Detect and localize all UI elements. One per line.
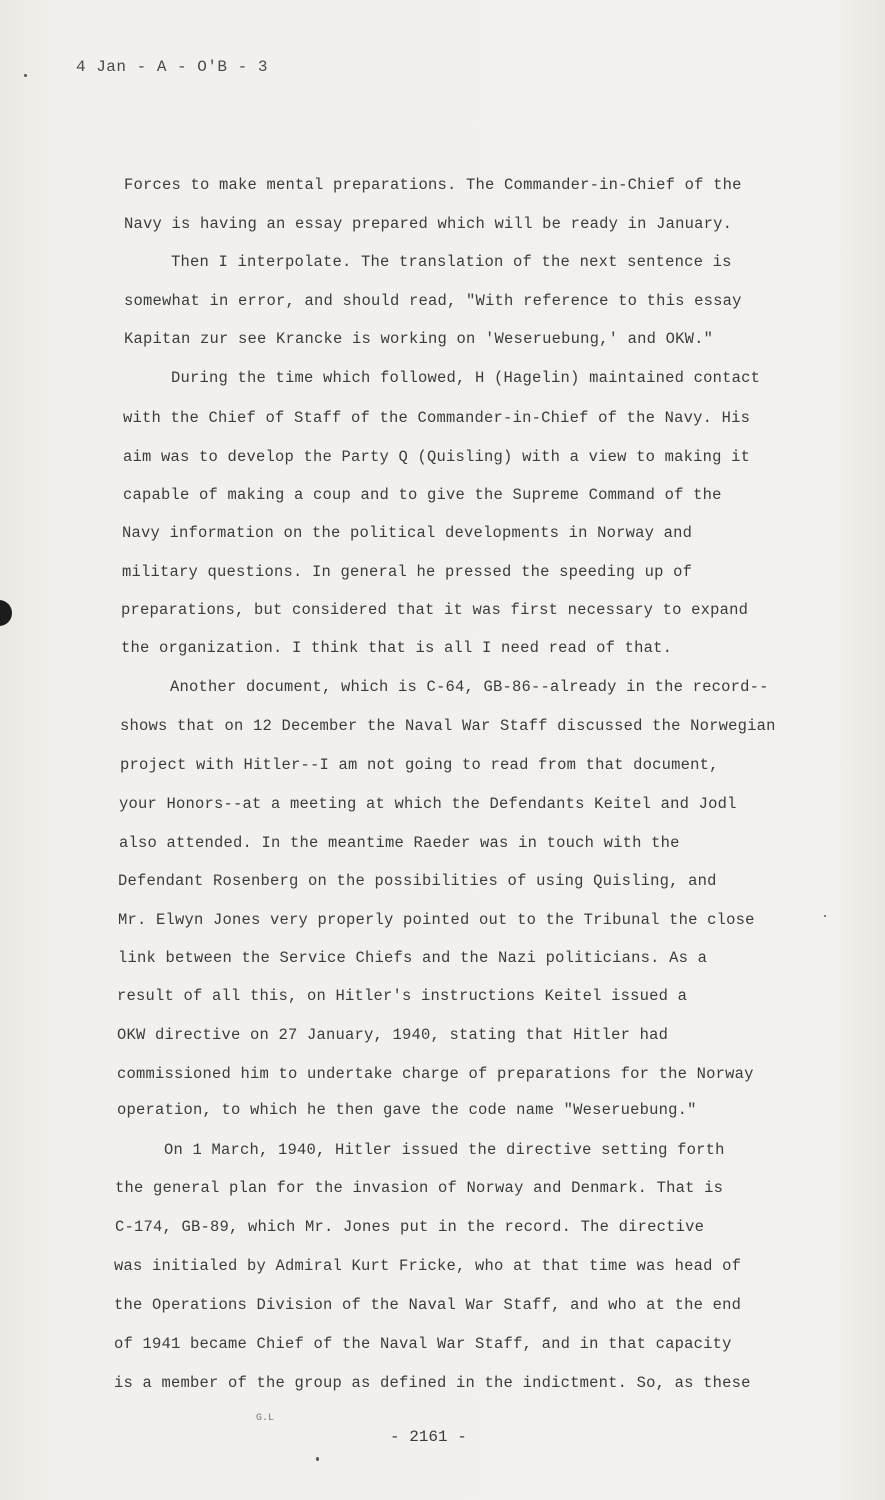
page-number: - 2161 - [390, 1428, 467, 1446]
speck [24, 74, 27, 77]
text-line: the Operations Division of the Naval War Staff, and who at the end [114, 1296, 742, 1314]
speck [824, 915, 826, 917]
text-line: is a member of the group as defined in the indictment. So, as these [114, 1374, 751, 1392]
binder-hole [0, 600, 12, 626]
text-line: military questions. In general he pressed the speeding up of [122, 563, 693, 581]
text-line: Defendant Rosenberg on the possibilities of using Quisling, and [118, 872, 717, 890]
text-line: Navy is having an essay prepared which will be ready in January. [124, 215, 733, 233]
text-line: with the Chief of Staff of the Commander-in-Chief of the Navy. His [123, 409, 751, 427]
text-line: also attended. In the meantime Raeder was in touch with the [119, 834, 680, 852]
stenographer-code: G.L [256, 1413, 275, 1424]
text-line: preparations, but considered that it was first necessary to expand [121, 601, 749, 619]
text-line: Navy information on the political developments in Norway and [122, 524, 693, 542]
text-line: Forces to make mental preparations. The Commander-in-Chief of the [124, 176, 742, 194]
text-line: During the time which followed, H (Hagelin) maintained contact [171, 369, 761, 387]
text-line: shows that on 12 December the Naval War Staff discussed the Norwegian [120, 717, 776, 735]
text-line: OKW directive on 27 January, 1940, stating that Hitler had [117, 1026, 669, 1044]
text-line: C-174, GB-89, which Mr. Jones put in the record. The directive [115, 1218, 705, 1236]
text-line: aim was to develop the Party Q (Quisling) with a view to making it [123, 448, 751, 466]
text-line: On 1 March, 1940, Hitler issued the directive setting forth [164, 1141, 725, 1159]
text-line: of 1941 became Chief of the Naval War Staff, and in that capacity [114, 1335, 732, 1353]
text-line: commissioned him to undertake charge of preparations for the Norway [117, 1065, 754, 1083]
text-line: the general plan for the invasion of Norway and Denmark. That is [115, 1179, 724, 1197]
text-line: link between the Service Chiefs and the Nazi politicians. As a [118, 949, 708, 967]
page-header: 4 Jan - A - O'B - 3 [76, 58, 268, 76]
text-line: Another document, which is C-64, GB-86--already in the record-- [170, 678, 769, 696]
text-line: result of all this, on Hitler's instructions Keitel issued a [117, 987, 688, 1005]
text-line: your Honors--at a meeting at which the Defendants Keitel and Jodl [119, 795, 737, 813]
text-line: was initialed by Admiral Kurt Fricke, who at that time was head of [114, 1257, 742, 1275]
text-line: the organization. I think that is all I need read of that. [121, 639, 673, 657]
text-line: project with Hitler--I am not going to read from that document, [120, 756, 719, 774]
text-line: operation, to which he then gave the code name "Weseruebung." [117, 1101, 697, 1119]
text-line: Then I interpolate. The translation of the next sentence is [171, 253, 732, 271]
text-line: Mr. Elwyn Jones very properly pointed out to the Tribunal the close [118, 911, 755, 929]
text-line: somewhat in error, and should read, "With reference to this essay [124, 292, 742, 310]
text-line: capable of making a coup and to give the Supreme Command of the [123, 486, 722, 504]
text-line: Kapitan zur see Krancke is working on 'Weseruebung,' and OKW." [124, 330, 714, 348]
speck [316, 1457, 319, 1461]
